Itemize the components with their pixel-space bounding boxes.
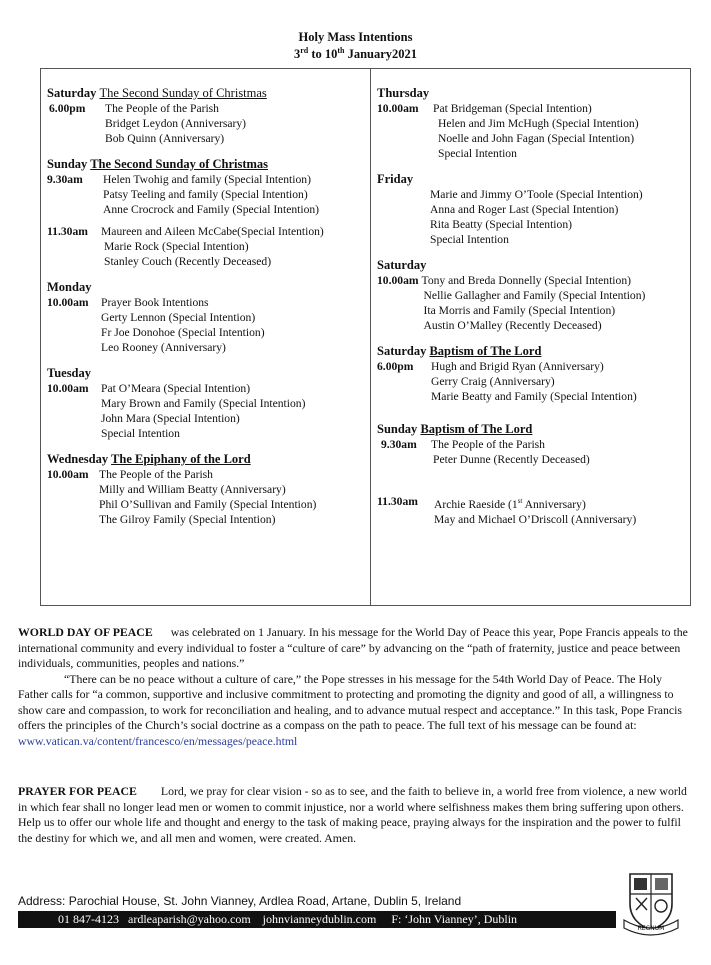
feast-title: The Epiphany of the Lord: [111, 452, 251, 466]
day-sunday-baptism: Sunday Baptism of The Lord 9.30am The People of the Parish Peter Dunne (Recently Deceased) 11.30am Archie Raeside (1st Anniversary) May and Michael O’Driscoll (Anniversary): [377, 422, 637, 526]
peace-paragraph-1: was celebrated on 1 January. In his message for the World Day of Peace this year, Pope Francis appeals to the international community and every individual to foster a “culture of care” by advancing on the “path of fraternity, justice and peace between individuals, communities, peoples and nations.”: [18, 625, 688, 670]
day-monday: Monday 10.00am Prayer Book Intentions Gerty Lennon (Special Intention) Fr Joe Donohoe (Special Intention) Leo Rooney (Anniversary): [47, 280, 265, 354]
contact-bar: 01 847-4123 ardleaparish@yahoo.com johnvianneydublin.com F: ‘John Vianney’, Dublin: [18, 911, 616, 928]
day-wednesday: Wednesday The Epiphany of the Lord 10.00am The People of the Parish Milly and William Beatty (Anniversary) Phil O’Sullivan and Family (Special Intention) The Gilroy Family (Special Intention): [47, 452, 317, 526]
intentions-table: [40, 68, 691, 606]
peace-paragraph-2: “There can be no peace without a culture of care,” the Pope stresses in his message for the 54th World Day of Peace. The Holy Father calls for “a common, supportive and inclusive commitment to protecting and promoting the dignity and good of all, a willingness to show care and compassion, to work for reconciliation and healing, and to advance mutual respect and acceptance.” In this task, Pope Francis offers the principles of the Church’s social doctrine as a compass on the path to peace. The full text of his message can be found at:: [18, 671, 683, 732]
feast-title: The Second Sunday of Christmas: [90, 157, 269, 171]
right-column: [377, 86, 689, 538]
prayer-for-peace-section: [18, 784, 694, 846]
header-dates: 3rd to 10th January2021: [293, 46, 418, 62]
day-tuesday: Tuesday 10.00am Pat O’Meara (Special Intention) Mary Brown and Family (Special Intention) John Mara (Special Intention) Special Intention: [47, 366, 306, 440]
page-header: [0, 30, 711, 61]
day-saturday: Saturday The Second Sunday of Christmas 6.00pm The People of the Parish Bridget Leydon (Anniversary) Bob Quinn (Anniversary): [47, 86, 267, 145]
day-saturday-morning: Saturday 10.00am Tony and Breda Donnelly (Special Intention) Nellie Gallagher and Family (Special Intention) Ita Morris and Family (Special Intention) Austin O’Malley (Recently Deceased): [377, 258, 646, 332]
column-divider: [370, 69, 371, 605]
header-title: Holy Mass Intentions: [298, 30, 413, 44]
prayer-title: PRAYER FOR PEACE: [18, 784, 137, 798]
prayer-text: Lord, we pray for clear vision - so as to see, and the faith to believe in, a world free from violence, a new world in which fear shall no longer lead men or women to commit injustice, nor a world where selfishness makes them bring suffering upon others. Help us to offer our whole life and thought and energy to the task of making peace, praying always for the inspiration and the power to fulfil the destiny for which we, and all men and women, were created. Amen.: [18, 784, 687, 845]
feast-title: Baptism of The Lord: [429, 344, 542, 358]
peace-message-link[interactable]: www.vatican.va/content/francesco/en/messages/peace.html: [18, 733, 298, 748]
feast-title: The Second Sunday of Christmas: [99, 86, 267, 100]
world-day-of-peace-section: [18, 625, 694, 749]
day-thursday: Thursday 10.00am Pat Bridgeman (Special Intention) Helen and Jim McHugh (Special Intention) Noelle and John Fagan (Special Intention) Special Intention: [377, 86, 639, 160]
parish-address: Address: Parochial House, St. John Vianney, Ardlea Road, Artane, Dublin 5, Ireland: [18, 894, 462, 908]
peace-title: WORLD DAY OF PEACE: [18, 625, 153, 639]
svg-text:REGNUM: REGNUM: [637, 925, 665, 932]
day-saturday-baptism: Saturday Baptism of The Lord 6.00pm Hugh and Brigid Ryan (Anniversary) Gerry Craig (Anniversary) Marie Beatty and Family (Special Intention): [377, 344, 637, 403]
feast-title: Baptism of The Lord: [420, 422, 533, 436]
left-column: [47, 86, 365, 538]
day-friday: Friday Marie and Jimmy O’Toole (Special Intention) Anna and Roger Last (Special Intention) Rita Beatty (Special Intention) Special Intention: [377, 172, 643, 246]
parish-crest-icon: [622, 870, 680, 936]
day-sunday: Sunday The Second Sunday of Christmas 9.30am Helen Twohig and family (Special Intention) Patsy Teeling and family (Special Intention) Anne Crocrock and Family (Special Intention) 11.30am Maureen and Aileen McCabe(Special Intention) Marie Rock (Special Intention) Stanley Couch (Recently Deceased): [47, 157, 324, 268]
